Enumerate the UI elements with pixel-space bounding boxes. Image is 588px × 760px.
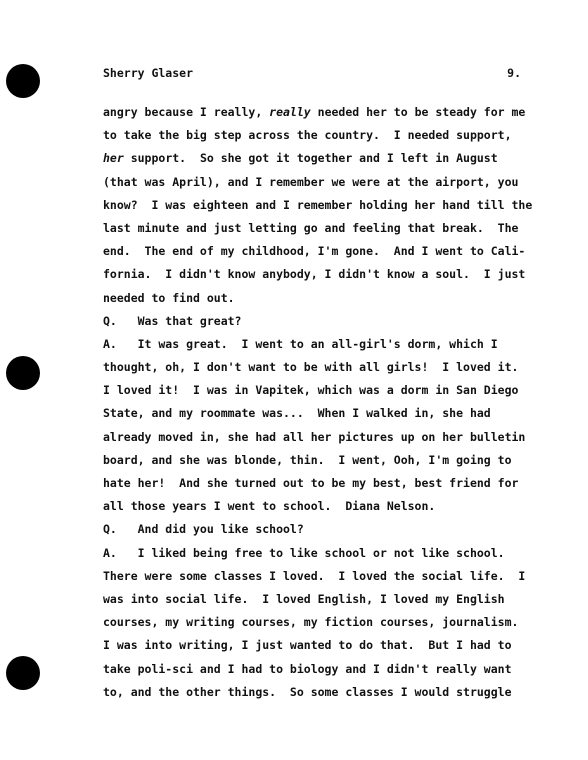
transcript-line bbox=[103, 171, 533, 194]
line-text: to take the big step across the country. I needed support, bbox=[103, 128, 512, 143]
transcript-line bbox=[103, 449, 533, 472]
transcript-line bbox=[103, 379, 533, 402]
transcript-line bbox=[103, 217, 533, 240]
transcript-line bbox=[103, 611, 533, 634]
transcript-line bbox=[103, 634, 533, 657]
transcript-line bbox=[103, 565, 533, 588]
line-text: There were some classes I loved. I loved the social life. I bbox=[103, 568, 526, 583]
line-text: already moved in, she had all her pictures up on her bulletin bbox=[103, 429, 526, 444]
transcript-line bbox=[103, 658, 533, 681]
line-text: needed her to be steady for me bbox=[310, 105, 526, 119]
transcript-line bbox=[103, 124, 533, 147]
emphasized-text: really bbox=[269, 105, 311, 119]
transcript-line bbox=[103, 194, 533, 217]
transcript-line bbox=[103, 240, 533, 263]
line-text: fornia. I didn't know anybody, I didn't know a soul. I just bbox=[103, 267, 526, 282]
transcript-line bbox=[103, 101, 533, 124]
emphasized-text: her bbox=[103, 151, 124, 166]
line-text: take poli-sci and I had to biology and I didn't really want bbox=[103, 661, 512, 676]
line-text: A. It was great. I went to an all-girl's dorm, which I bbox=[103, 336, 498, 351]
transcript-line bbox=[103, 426, 533, 449]
line-text: support. So she got it together and I left in August bbox=[123, 151, 498, 166]
transcript-line bbox=[103, 147, 533, 170]
line-text: I loved it! I was in Vapitek, which was a dorm in San Diego bbox=[103, 383, 519, 398]
interviewee-name: Sherry Glaser bbox=[103, 66, 194, 80]
binder-hole-bottom bbox=[6, 656, 40, 690]
line-text: needed to find out. bbox=[103, 290, 235, 305]
line-text: Q. Was that great? bbox=[103, 313, 242, 328]
transcript-line bbox=[103, 287, 533, 310]
line-text: Q. And did you like school? bbox=[103, 522, 304, 537]
line-text: board, and she was blonde, thin. I went, Ooh, I'm going to bbox=[103, 452, 512, 467]
transcript-body bbox=[103, 101, 533, 704]
line-text: was into social life. I loved English, I loved my English bbox=[103, 591, 505, 606]
binder-hole-middle bbox=[6, 356, 40, 390]
line-text: A. I liked being free to like school or not like school. bbox=[103, 545, 505, 560]
transcript-line bbox=[103, 518, 533, 541]
transcript-line bbox=[103, 472, 533, 495]
line-text: hate her! And she turned out to be my best, best friend for bbox=[103, 476, 519, 490]
transcript-line bbox=[103, 310, 533, 333]
line-text: last minute and just letting go and feeling that break. The bbox=[103, 220, 519, 235]
line-text: (that was April), and I remember we were at the airport, you bbox=[103, 174, 519, 189]
transcript-line bbox=[103, 495, 533, 518]
transcript-line bbox=[103, 681, 533, 704]
line-text: end. The end of my childhood, I'm gone. And I went to Cali- bbox=[103, 244, 526, 259]
line-text: courses, my writing courses, my fiction courses, journalism. bbox=[103, 615, 519, 630]
transcript-line bbox=[103, 588, 533, 611]
transcript-line bbox=[103, 333, 533, 356]
line-text: I was into writing, I just wanted to do that. But I had to bbox=[103, 638, 512, 653]
line-text: all those years I went to school. Diana Nelson. bbox=[103, 499, 436, 514]
line-text: to, and the other things. So some classes I would struggle bbox=[103, 684, 512, 699]
line-text: State, and my roommate was... When I walked in, she had bbox=[103, 406, 491, 421]
line-text: know? I was eighteen and I remember holding her hand till the bbox=[103, 197, 533, 212]
binder-hole-top bbox=[6, 64, 40, 98]
transcript-line bbox=[103, 542, 533, 565]
line-text: angry because I really, bbox=[103, 105, 270, 119]
transcript-line bbox=[103, 402, 533, 425]
transcript-line bbox=[103, 356, 533, 379]
page-number: 9. bbox=[507, 66, 521, 80]
transcript-line bbox=[103, 263, 533, 286]
page-header bbox=[103, 66, 521, 80]
line-text: thought, oh, I don't want to be with all girls! I loved it. bbox=[103, 360, 519, 375]
